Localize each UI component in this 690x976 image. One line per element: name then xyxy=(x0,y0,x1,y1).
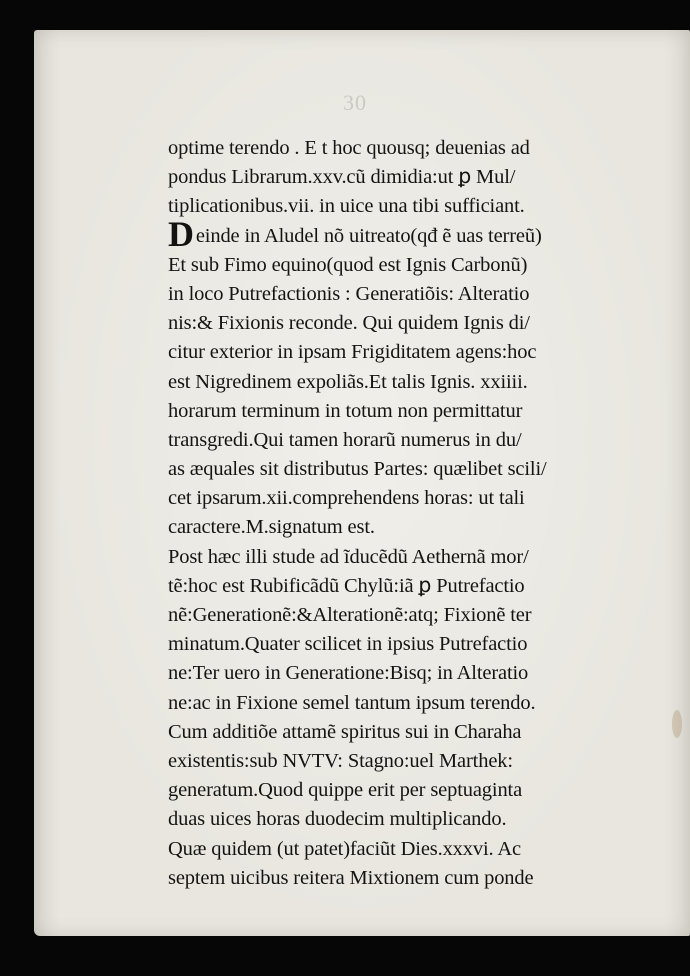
text-line-6: in loco Putrefactionis : Generatiõis: Alteratio xyxy=(168,282,530,305)
text-line-22: existentis:sub NVTV: Stagno:uel Marthek: xyxy=(168,749,513,772)
text-line-8: citur exterior in ipsam Frigiditatem agens:hoc xyxy=(168,341,537,364)
text-block xyxy=(168,134,588,893)
text-line-25: Quæ quidem (ut patet)faciũt Dies.xxxvi. Ac xyxy=(168,837,521,860)
text-line-26: septem uicibus reitera Mixtionem cum ponde xyxy=(168,866,534,889)
text-line-16: tẽ:hoc est Rubificãdũ Chylũ:iã ꝑ Putrefactio xyxy=(168,574,525,597)
text-line-14: caractere.M.signatum est. xyxy=(168,516,375,539)
text-line-10: horarum terminum in totum non permittatur xyxy=(168,399,523,422)
text-line-23: generatum.Quod quippe erit per septuaginta xyxy=(168,779,523,802)
text-line-1: optime terendo . E t hoc quousq; deuenias ad xyxy=(168,137,530,159)
text-line-11: transgredi.Qui tamen horarũ numerus in du/ xyxy=(168,428,522,451)
page-number: 30 xyxy=(343,90,367,115)
text-line-13: cet ipsarum.xii.comprehendens horas: ut tali xyxy=(168,487,525,510)
text-line-17: nẽ:Generationẽ:&Alterationẽ:atq; Fixionẽ ter xyxy=(168,604,532,626)
text-line-7: nis:& Fixionis reconde. Qui quidem Ignis di/ xyxy=(168,312,530,335)
text-line-20: ne:ac in Fixione semel tantum ipsum terendo. xyxy=(168,691,536,714)
text-line-2: pondus Librarum.xxv.cũ dimidia:ut ꝑ Mul/ xyxy=(168,166,516,189)
drop-initial: D xyxy=(168,213,194,254)
text-line-18: minatum.Quater scilicet in ipsius Putrefactio xyxy=(168,633,528,656)
text-line-21: Cum additiõe attamẽ spiritus sui in Charaha xyxy=(168,720,522,743)
text-line-5: Et sub Fimo equino(quod est Ignis Carbonũ) xyxy=(168,253,528,276)
text-line-3: tiplicationibus.vii. in uice una tibi sufficiant. xyxy=(168,195,525,218)
text-line-4 xyxy=(168,213,588,254)
paper-stain xyxy=(672,710,682,738)
text-line-4-body: einde in Aludel nõ uitreato(qđ ẽ uas terreũ) xyxy=(195,224,542,247)
text-line-19: ne:Ter uero in Generatione:Bisq; in Alteratio xyxy=(168,662,529,685)
text-line-9: est Nigredinem expoliãs.Et talis Ignis. xxiiii. xyxy=(168,370,528,393)
text-line-24: duas uices horas duodecim multiplicando. xyxy=(168,808,507,831)
text-line-15: Post hæc illi stude ad ĩducẽdũ Aethernã mor/ xyxy=(168,545,529,568)
text-line-12: as æquales sit distributus Partes: quælibet scili/ xyxy=(168,458,547,481)
